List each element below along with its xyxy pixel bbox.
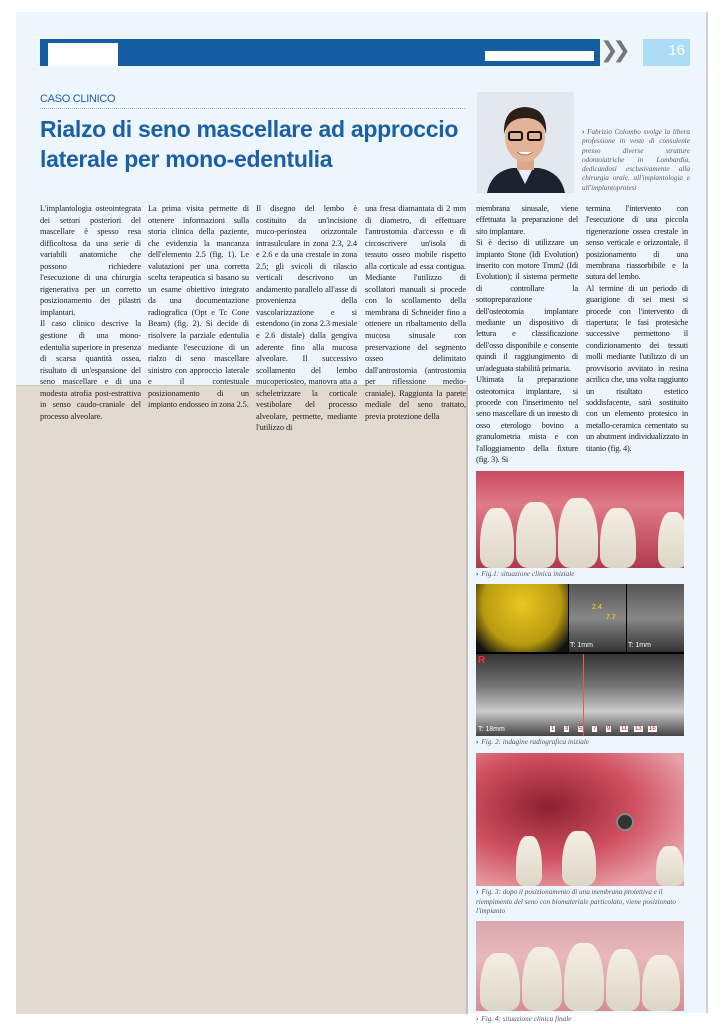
- blank-area: [16, 385, 468, 1014]
- tooth-number-tag: 5: [579, 725, 583, 732]
- cursor-line: [583, 654, 584, 736]
- ct-slice-b: [627, 584, 684, 652]
- bullet-chevron-icon: ›: [476, 1014, 479, 1023]
- figure-3-photo: [476, 753, 684, 886]
- caption-text: Fig.1: situazione clinica iniziale: [481, 570, 575, 579]
- paragraph: una fresa diamantata di 2 mm di diametro, di effettuare l'antrostomia d'accesso e di circoscrivere un'isola di tessuto osseo mobile rispetto alla corticale ad essa contigua. Mediante l'utilizzo di scollatori manuali si procede con lo scollamento della membrana di Schneider fino a ottenere un ribaltamento della mucosa sinusale con preservazione del segmento osseo delimitato dall'antrostomia (antrostomia per riflessione medio-craniale). Raggiunta la parete mediale del seno trattato, previa protezione della: [365, 204, 466, 421]
- figure-4-caption: [476, 1015, 688, 1024]
- ct-slice-a: [569, 584, 626, 652]
- header-logo-box: [48, 43, 118, 66]
- paragraph: Ultimata la preparazione osteotomica implantare, si procede con l'inserimento nel seno mascellare di un innesto di osso eterologo bovino a granulometria mista e con l'alloggiamento della fixture (fig. 3). Si: [476, 375, 578, 464]
- double-chevron-right-icon: ❯❯: [600, 38, 625, 63]
- author-photo: [477, 92, 574, 193]
- author-bio-text: Fabrizio Colombo svolge la libera professione in veste di consulente presso diverse strutture odontoiatriche in Lombardia, dedicandosi esclusivamente alla chirurgia orale, all'implantologia e all'implantoprotesi: [582, 128, 690, 192]
- paragraph: Si è deciso di utilizzare un impianto Stone (Idi Evolution) inserito con motore Tmm2 (Idi Evolution); il sistema permette di controllare la sottopreparazione dell'osteotomia implantare mediante un dispositivo di lettura e classificazione dell'osso disponibile e consente quindi il raggiungimento di un'adeguata stabilità primaria.: [476, 238, 578, 373]
- tooth-number-tag: 1: [551, 725, 555, 732]
- side-label: R: [478, 654, 486, 666]
- page-number: 16: [643, 39, 690, 66]
- 3d-skull-render: [476, 584, 568, 652]
- measure-label: 7.7: [606, 613, 616, 621]
- text-column-6: [586, 203, 688, 465]
- panoramic-xray: [476, 654, 684, 736]
- tooth-number-tag: 9: [607, 725, 611, 732]
- tooth-number-tag: 11: [621, 725, 628, 732]
- paragraph: La prima visita permette di ottenere informazioni sulla storia clinica della paziente, che evidenzia la mancanza dell'elemento 2.5 (fig. 1). Le valutazioni per una corretta scelta terapeutica si basano su un esame obiettivo integrato da una documentazione radiografica (Opt e Tc Cone Beam) (fig. 2). Si decide di risolvere la parziale edentulia mediante l'esecuzione di un rialzo di seno mascellare sinistro con approccio laterale e il contestuale posizionamento di un impianto endosseo in zona 2.5.: [148, 204, 249, 410]
- paragraph: membrana sinusale, viene effettuata la preparazione del sito implantare.: [476, 204, 578, 236]
- header-label-box: [485, 51, 594, 61]
- paragraph: termina l'intervento con l'esecuzione di una piccola rigenerazione ossea crestale in senso verticale e orizzontale, il posizionamento di una membrana riassorbibile e la sutura del lembo.: [586, 204, 688, 282]
- measure-label: 2.4: [592, 603, 602, 611]
- slice-label: T: 18mm: [478, 725, 505, 733]
- text-column-3: [256, 203, 357, 434]
- text-column-1: [40, 203, 141, 422]
- right-column: [476, 203, 688, 1024]
- slice-label: T: 1mm: [628, 641, 651, 649]
- caption-text: Fig. 4: situazione clinica finale: [481, 1014, 572, 1023]
- figure-4-photo: [476, 921, 684, 1011]
- text-column-2: [148, 203, 249, 411]
- tooth-number-tag: 15: [649, 725, 656, 732]
- paragraph: Il caso clinico descrive la gestione di una mono-edentulia superiore in presenza di scarsa quantità ossea, risultato di un'espansione del seno mascellare e di una modesta atrofia post-estrattiva in senso caudo-craniale del processo alveolare.: [40, 319, 141, 421]
- figure-2-caption: [476, 738, 688, 748]
- paragraph: Il disegno del lembo è costituito da un'incisione muco-periostea orizzontale intrasulculare in zona 2.3, 2.4 e 2.6 e da una crestale in zona 2.5; gli svicoli di rilascio verticali descrivono un andamento parallelo all'asse di provenienza della vascolarizzazione e si estendono (in zona 2.3 mesiale e 2.6 distale) dalla gengiva aderente fino alla mucosa alveolare. Il successivo scollamento del lembo mucoperiosteo, manovra atta a scheletrizzare la corticale vestibolare del processo alveolare, permette, mediante l'utilizzo di: [256, 204, 357, 433]
- text-column-4: [365, 203, 466, 422]
- caption-text: Fig. 3: dopo il posizionamento di una membrana protettiva e il riempimento del seno con biomateriale particolato, viene posizionato l'impianto: [476, 888, 677, 916]
- dotted-divider: [40, 108, 465, 109]
- author-bio: [582, 128, 690, 193]
- slice-label: T: 1mm: [570, 641, 593, 649]
- paragraph: L'implantologia osteointegrata dei settori posteriori del mascellare è spesso resa difficoltosa da una serie di variabili anatomiche che possono richiedere l'esecuzione di una chirurgia rigenerativa per un corretto posizionamento dei pilastri implantari.: [40, 204, 141, 317]
- bullet-chevron-icon: ›: [582, 128, 588, 136]
- article-title: Rialzo di seno mascellare ad approccio laterale per mono-edentulia: [40, 116, 459, 172]
- figure-3-caption: [476, 888, 688, 917]
- figure-1-photo: [476, 471, 684, 568]
- figure-1-caption: [476, 570, 688, 580]
- tooth-number-tag: 3: [565, 725, 569, 732]
- section-kicker: CASO CLINICO: [40, 93, 116, 105]
- figure-2-radiograph: [476, 584, 684, 736]
- text-column-5: [476, 203, 578, 465]
- paragraph: Al termine di un periodo di guarigione di sei mesi si procede con l'intervento di riapertura; le fasi protesiche successive permettono il condizionamento dei tessuti molli mediante l'utilizzo di un provvisorio avvitato in resina acrilica che, una volta raggiunto un risultato estetico soddisfacente, sarà sostituito con un elemento protesico in metallo-ceramica cementato su un abutment individualizzato in titanio (fig. 4).: [586, 283, 688, 453]
- tooth-number-tag: 13: [635, 725, 642, 732]
- bullet-chevron-icon: ›: [476, 888, 479, 897]
- bullet-chevron-icon: ›: [476, 570, 479, 579]
- caption-text: Fig. 2: indagine radiografica iniziale: [481, 737, 590, 746]
- implant: [616, 813, 634, 831]
- tooth-number-tag: 7: [593, 725, 597, 732]
- bullet-chevron-icon: ›: [476, 737, 479, 746]
- right-text-columns: [476, 203, 688, 465]
